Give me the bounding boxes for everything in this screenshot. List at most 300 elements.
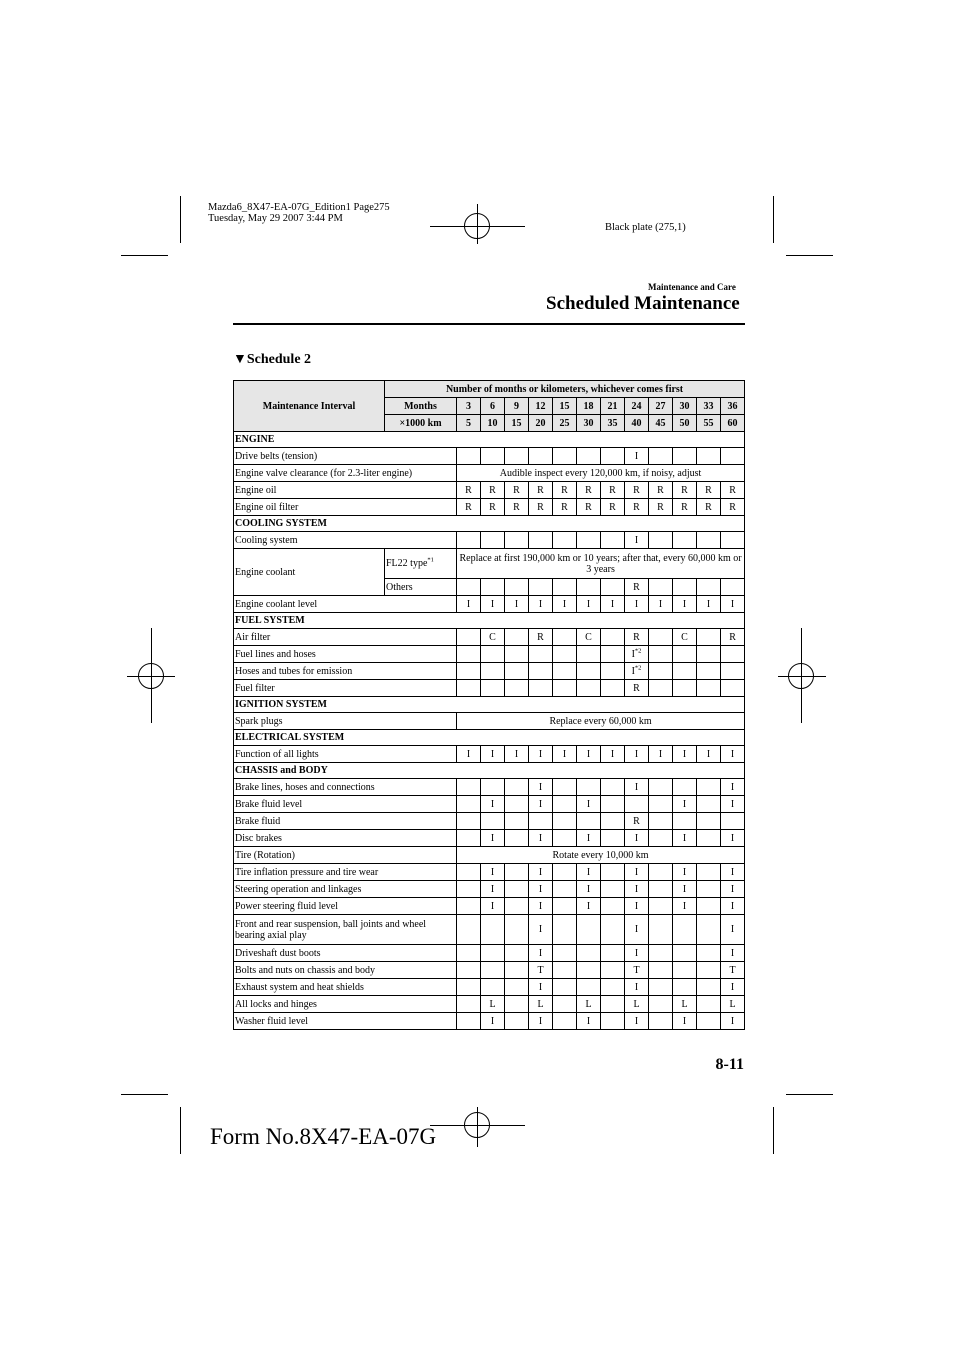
month-value: 6: [481, 398, 505, 415]
span-header: Number of months or kilometers, whichever comes first: [385, 381, 745, 398]
schedule-cell: L: [481, 996, 505, 1013]
schedule-cell: I: [721, 881, 745, 898]
month-value: 18: [577, 398, 601, 415]
schedule-cell: [505, 579, 529, 596]
schedule-cell: [697, 532, 721, 549]
interval-note: Replace at first 190,000 km or 10 years; after that, every 60,000 km or 3 years: [457, 549, 745, 579]
schedule-cell: [505, 915, 529, 945]
schedule-cell: [649, 915, 673, 945]
item-label: Exhaust system and heat shields: [234, 979, 457, 996]
schedule-cell: [553, 830, 577, 847]
schedule-cell: I: [673, 596, 697, 613]
interval-header: Maintenance Interval: [234, 381, 385, 432]
schedule-cell: [649, 813, 673, 830]
schedule-cell: I: [625, 881, 649, 898]
schedule-cell: [649, 962, 673, 979]
schedule-cell: [601, 915, 625, 945]
schedule-cell: [553, 448, 577, 465]
schedule-cell: I: [529, 864, 553, 881]
schedule-cell: [601, 629, 625, 646]
month-value: 30: [673, 398, 697, 415]
table-row: [234, 663, 745, 680]
km-value: 25: [553, 415, 577, 432]
schedule-cell: [601, 962, 625, 979]
schedule-cell: R: [673, 499, 697, 516]
schedule-cell: [649, 663, 673, 680]
schedule-cell: I: [481, 864, 505, 881]
schedule-cell: I: [529, 830, 553, 847]
schedule-cell: [553, 646, 577, 663]
schedule-cell: [721, 579, 745, 596]
category-heading: IGNITION SYSTEM: [234, 697, 745, 713]
item-label: Disc brakes: [234, 830, 457, 847]
item-label: Engine valve clearance (for 2.3-liter engine): [234, 465, 457, 482]
month-value: 21: [601, 398, 625, 415]
km-value: 40: [625, 415, 649, 432]
table-row: [234, 532, 745, 549]
schedule-cell: [505, 532, 529, 549]
schedule-cell: [553, 945, 577, 962]
schedule-cell: [649, 779, 673, 796]
schedule-cell: [553, 979, 577, 996]
schedule-cell: R: [697, 499, 721, 516]
item-label: Function of all lights: [234, 746, 457, 763]
schedule-cell: [673, 680, 697, 697]
item-label: Drive belts (tension): [234, 448, 457, 465]
schedule-cell: C: [673, 629, 697, 646]
schedule-cell: [601, 448, 625, 465]
schedule-cell: [577, 663, 601, 680]
schedule-cell: [601, 663, 625, 680]
schedule-cell: I: [481, 796, 505, 813]
schedule-cell: $I^{*2}$: [625, 663, 649, 680]
schedule-cell: [457, 579, 481, 596]
schedule-cell: I: [481, 1013, 505, 1030]
schedule-cell: I: [625, 830, 649, 847]
schedule-cell: I: [649, 746, 673, 763]
schedule-cell: I: [625, 979, 649, 996]
schedule-cell: [529, 663, 553, 680]
schedule-cell: [673, 962, 697, 979]
month-value: 12: [529, 398, 553, 415]
schedule-cell: I: [529, 746, 553, 763]
schedule-heading: ▼Schedule 2: [233, 352, 312, 367]
item-label: Power steering fluid level: [234, 898, 457, 915]
category-row: [234, 763, 745, 779]
schedule-cell: [457, 532, 481, 549]
schedule-cell: [673, 448, 697, 465]
schedule-cell: R: [721, 629, 745, 646]
schedule-cell: L: [625, 996, 649, 1013]
schedule-cell: [481, 646, 505, 663]
schedule-cell: [577, 813, 601, 830]
schedule-cell: R: [625, 499, 649, 516]
schedule-cell: R: [601, 482, 625, 499]
footnote-mark: *1: [427, 556, 434, 564]
schedule-cell: [553, 915, 577, 945]
schedule-cell: I: [721, 779, 745, 796]
schedule-cell: I: [577, 596, 601, 613]
schedule-cell: [721, 646, 745, 663]
schedule-cell: [457, 646, 481, 663]
title-rule: [233, 323, 745, 325]
schedule-cell: I: [577, 796, 601, 813]
schedule-cell: [457, 915, 481, 945]
schedule-cell: [649, 830, 673, 847]
schedule-cell: [577, 962, 601, 979]
schedule-cell: [649, 796, 673, 813]
schedule-cell: [649, 629, 673, 646]
schedule-cell: R: [553, 482, 577, 499]
schedule-cell: [601, 898, 625, 915]
schedule-cell: [697, 629, 721, 646]
item-label: Front and rear suspension, ball joints and wheel bearing axial play: [234, 915, 457, 945]
schedule-cell: R: [457, 499, 481, 516]
schedule-cell: [457, 448, 481, 465]
schedule-cell: I: [625, 448, 649, 465]
schedule-cell: [721, 680, 745, 697]
table-row: [234, 796, 745, 813]
km-value: 50: [673, 415, 697, 432]
month-value: 15: [553, 398, 577, 415]
schedule-cell: [529, 813, 553, 830]
registration-circle: [464, 213, 490, 239]
schedule-cell: R: [577, 499, 601, 516]
schedule-cell: L: [529, 996, 553, 1013]
table-row: [234, 813, 745, 830]
table-row: [234, 898, 745, 915]
schedule-cell: [649, 898, 673, 915]
schedule-cell: [649, 996, 673, 1013]
schedule-cell: [673, 979, 697, 996]
table-row: [234, 746, 745, 763]
km-header: ×1000 km: [385, 415, 457, 432]
schedule-cell: I: [481, 881, 505, 898]
schedule-cell: [601, 945, 625, 962]
schedule-cell: [505, 945, 529, 962]
schedule-cell: [457, 663, 481, 680]
item-label: Air filter: [234, 629, 457, 646]
schedule-cell: I: [625, 532, 649, 549]
schedule-cell: [673, 915, 697, 945]
schedule-cell: R: [529, 629, 553, 646]
crop-mark: [121, 255, 168, 256]
schedule-cell: [553, 663, 577, 680]
km-value: 35: [601, 415, 625, 432]
schedule-cell: R: [505, 499, 529, 516]
km-value: 55: [697, 415, 721, 432]
item-label: Bolts and nuts on chassis and body: [234, 962, 457, 979]
schedule-cell: I: [697, 746, 721, 763]
schedule-cell: I: [457, 596, 481, 613]
print-plate: Black plate (275,1): [605, 222, 686, 233]
schedule-cell: [481, 962, 505, 979]
schedule-cell: I: [529, 881, 553, 898]
item-label: Driveshaft dust boots: [234, 945, 457, 962]
schedule-cell: R: [649, 499, 673, 516]
schedule-cell: [457, 629, 481, 646]
schedule-cell: [721, 663, 745, 680]
schedule-cell: [601, 830, 625, 847]
schedule-cell: L: [721, 996, 745, 1013]
table-row: [234, 864, 745, 881]
schedule-cell: [649, 532, 673, 549]
schedule-cell: [697, 813, 721, 830]
schedule-cell: [601, 646, 625, 663]
schedule-cell: I: [673, 898, 697, 915]
crop-mark: [786, 255, 833, 256]
schedule-cell: [553, 579, 577, 596]
schedule-cell: [505, 830, 529, 847]
schedule-cell: I: [673, 864, 697, 881]
schedule-cell: [697, 945, 721, 962]
schedule-cell: R: [673, 482, 697, 499]
schedule-cell: [697, 1013, 721, 1030]
schedule-cell: [649, 646, 673, 663]
table-row: [234, 779, 745, 796]
schedule-cell: I: [721, 796, 745, 813]
schedule-cell: [481, 680, 505, 697]
category-heading: CHASSIS and BODY: [234, 763, 745, 779]
schedule-cell: I: [529, 596, 553, 613]
schedule-cell: I: [601, 746, 625, 763]
category-row: [234, 730, 745, 746]
schedule-cell: [481, 979, 505, 996]
page-number: 8-11: [715, 1056, 744, 1073]
schedule-cell: [505, 898, 529, 915]
schedule-cell: [577, 979, 601, 996]
schedule-cell: [457, 1013, 481, 1030]
item-label: Brake fluid level: [234, 796, 457, 813]
schedule-cell: [553, 881, 577, 898]
table-row: [234, 448, 745, 465]
schedule-cell: [601, 1013, 625, 1030]
month-value: 36: [721, 398, 745, 415]
schedule-cell: I: [673, 746, 697, 763]
schedule-cell: [529, 680, 553, 697]
schedule-cell: [457, 881, 481, 898]
schedule-cell: [457, 979, 481, 996]
crop-mark: [773, 196, 774, 243]
schedule-cell: [457, 779, 481, 796]
schedule-cell: I: [625, 596, 649, 613]
schedule-cell: I: [529, 779, 553, 796]
category-row: [234, 432, 745, 448]
schedule-cell: [553, 864, 577, 881]
km-value: 60: [721, 415, 745, 432]
schedule-cell: [553, 796, 577, 813]
schedule-cell: [697, 579, 721, 596]
schedule-cell: L: [673, 996, 697, 1013]
schedule-cell: I: [577, 830, 601, 847]
interval-note: Rotate every 10,000 km: [457, 847, 745, 864]
category-heading: ENGINE: [234, 432, 745, 448]
schedule-cell: [601, 979, 625, 996]
schedule-cell: [601, 864, 625, 881]
schedule-cell: [457, 898, 481, 915]
schedule-cell: I: [697, 596, 721, 613]
schedule-cell: [457, 680, 481, 697]
table-row: [234, 646, 745, 663]
schedule-cell: I: [481, 830, 505, 847]
category-heading: COOLING SYSTEM: [234, 516, 745, 532]
schedule-cell: [529, 448, 553, 465]
schedule-cell: I: [721, 979, 745, 996]
schedule-cell: [697, 663, 721, 680]
page-title: Scheduled Maintenance: [546, 293, 740, 314]
schedule-cell: [697, 996, 721, 1013]
table-row: [234, 629, 745, 646]
schedule-cell: [553, 680, 577, 697]
table-row: [234, 1013, 745, 1030]
item-sub-label: [385, 549, 457, 579]
schedule-cell: [505, 1013, 529, 1030]
month-value: 9: [505, 398, 529, 415]
item-label: Brake lines, hoses and connections: [234, 779, 457, 796]
schedule-cell: I: [625, 864, 649, 881]
schedule-cell: [697, 646, 721, 663]
schedule-cell: I: [529, 915, 553, 945]
schedule-cell: T: [721, 962, 745, 979]
schedule-cell: [649, 579, 673, 596]
schedule-cell: R: [625, 629, 649, 646]
schedule-cell: I: [721, 830, 745, 847]
schedule-cell: I: [721, 898, 745, 915]
item-label: Tire (Rotation): [234, 847, 457, 864]
schedule-cell: [601, 996, 625, 1013]
schedule-cell: [601, 881, 625, 898]
schedule-cell: R: [625, 482, 649, 499]
table-row: [234, 915, 745, 945]
schedule-cell: [481, 448, 505, 465]
schedule-cell: [577, 915, 601, 945]
schedule-cell: R: [577, 482, 601, 499]
schedule-cell: [505, 962, 529, 979]
schedule-cell: [577, 779, 601, 796]
schedule-cell: I: [505, 746, 529, 763]
schedule-cell: I: [457, 746, 481, 763]
schedule-cell: [481, 779, 505, 796]
schedule-cell: C: [481, 629, 505, 646]
schedule-cell: [721, 448, 745, 465]
schedule-cell: I: [577, 898, 601, 915]
table-row: [234, 499, 745, 516]
schedule-cell: R: [697, 482, 721, 499]
schedule-cell: [457, 830, 481, 847]
schedule-cell: [553, 996, 577, 1013]
schedule-cell: I: [505, 596, 529, 613]
schedule-cell: [457, 864, 481, 881]
category-heading: ELECTRICAL SYSTEM: [234, 730, 745, 746]
schedule-cell: I: [529, 1013, 553, 1030]
schedule-cell: I: [673, 881, 697, 898]
schedule-cell: I: [577, 881, 601, 898]
schedule-cell: [481, 663, 505, 680]
schedule-cell: [649, 864, 673, 881]
interval-note: Replace every 60,000 km: [457, 713, 745, 730]
registration-circle: [138, 663, 164, 689]
schedule-cell: [505, 779, 529, 796]
schedule-cell: [553, 898, 577, 915]
table-row: [234, 465, 745, 482]
schedule-cell: R: [625, 813, 649, 830]
table-row: [234, 830, 745, 847]
table-row: [234, 996, 745, 1013]
schedule-cell: [505, 979, 529, 996]
schedule-cell: R: [457, 482, 481, 499]
schedule-cell: [529, 532, 553, 549]
schedule-cell: [625, 796, 649, 813]
item-label: Washer fluid level: [234, 1013, 457, 1030]
schedule-cell: [577, 448, 601, 465]
item-label: Tire inflation pressure and tire wear: [234, 864, 457, 881]
item-label: Engine oil: [234, 482, 457, 499]
print-date-line: Tuesday, May 29 2007 3:44 PM: [208, 213, 343, 224]
schedule-cell: I: [721, 746, 745, 763]
table-row: [234, 847, 745, 864]
schedule-cell: [697, 915, 721, 945]
schedule-cell: I: [601, 596, 625, 613]
table-row: [234, 680, 745, 697]
schedule-cell: R: [553, 499, 577, 516]
table-row: [234, 549, 745, 579]
schedule-cell: [673, 646, 697, 663]
schedule-cell: I: [721, 915, 745, 945]
schedule-cell: I: [529, 979, 553, 996]
item-label: Spark plugs: [234, 713, 457, 730]
schedule-cell: I: [481, 596, 505, 613]
schedule-cell: [577, 646, 601, 663]
schedule-cell: [505, 663, 529, 680]
schedule-cell: R: [529, 499, 553, 516]
item-label: Engine coolant: [234, 549, 385, 596]
item-label: Brake fluid: [234, 813, 457, 830]
schedule-cell: R: [481, 482, 505, 499]
item-label: Fuel lines and hoses: [234, 646, 457, 663]
schedule-cell: I: [673, 1013, 697, 1030]
table-row: [234, 881, 745, 898]
schedule-cell: C: [577, 629, 601, 646]
schedule-cell: I: [481, 746, 505, 763]
crop-mark: [773, 1107, 774, 1154]
item-label: All locks and hinges: [234, 996, 457, 1013]
item-label: Engine oil filter: [234, 499, 457, 516]
schedule-cell: I: [625, 779, 649, 796]
schedule-cell: [673, 532, 697, 549]
schedule-cell: [505, 680, 529, 697]
month-value: 27: [649, 398, 673, 415]
item-label: Engine coolant level: [234, 596, 457, 613]
schedule-cell: I: [721, 945, 745, 962]
km-value: 30: [577, 415, 601, 432]
table-row: [234, 596, 745, 613]
schedule-cell: I: [625, 746, 649, 763]
interval-note: Audible inspect every 120,000 km, if noisy, adjust: [457, 465, 745, 482]
schedule-cell: I: [625, 945, 649, 962]
item-label: Steering operation and linkages: [234, 881, 457, 898]
crop-mark: [180, 196, 181, 243]
schedule-cell: [601, 813, 625, 830]
schedule-cell: R: [649, 482, 673, 499]
schedule-cell: [697, 830, 721, 847]
schedule-cell: [505, 813, 529, 830]
table-row: [234, 713, 745, 730]
category-row: [234, 516, 745, 532]
footnote-mark: *2: [634, 664, 642, 672]
schedule-cell: [481, 532, 505, 549]
km-value: 5: [457, 415, 481, 432]
schedule-cell: [649, 1013, 673, 1030]
